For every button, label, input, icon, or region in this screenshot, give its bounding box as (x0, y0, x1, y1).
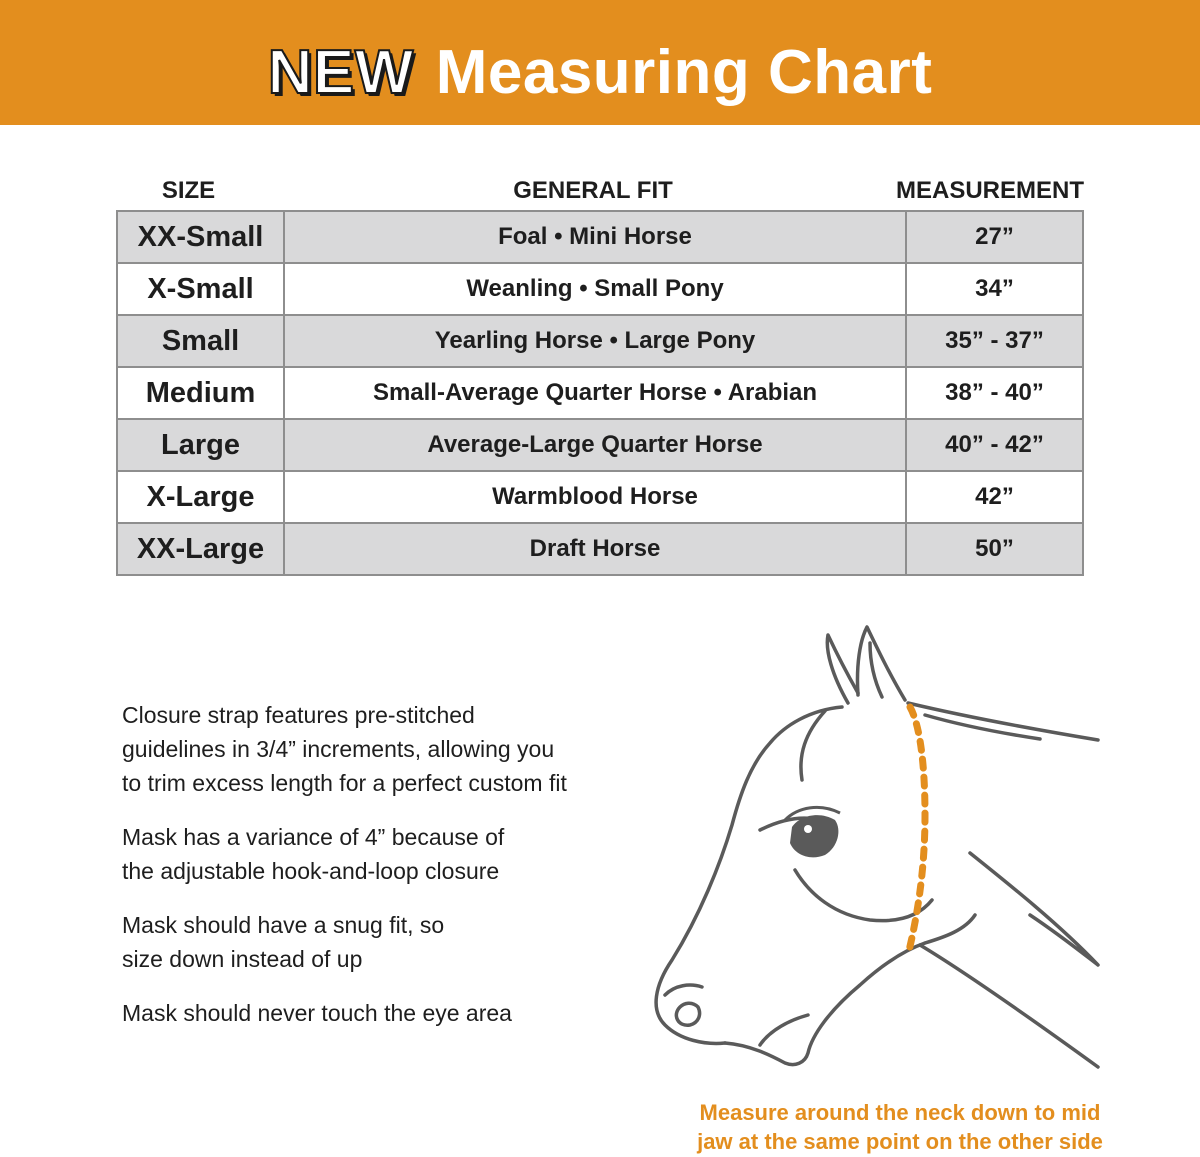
page-title (0, 38, 1200, 108)
chin-line (760, 1015, 808, 1045)
measurement-cell: 38” - 40” (906, 367, 1083, 419)
size-cell: Medium (117, 367, 284, 419)
size-cell: X-Small (117, 263, 284, 315)
jaw-outline (725, 943, 925, 1065)
size-cell: XX-Small (117, 211, 284, 263)
table-row (117, 367, 1083, 419)
note-eye-area: Mask should never touch the eye area (122, 1000, 512, 1026)
table-row (117, 211, 1083, 263)
front-ear-outline (857, 627, 905, 700)
face-front-outline (656, 707, 842, 1043)
fit-cell: Yearling Horse • Large Pony (284, 315, 906, 367)
note-snug-fit: Mask should have a snug fit, so size down instead of up (122, 912, 445, 972)
column-header-size: SIZE (161, 177, 216, 204)
fit-cell: Foal • Mini Horse (284, 211, 906, 263)
muzzle-line (665, 985, 702, 995)
measurement-cell: 27” (906, 211, 1083, 263)
table-row (117, 471, 1083, 523)
neck-front-line (920, 945, 1098, 1067)
nostril-outline (676, 1003, 699, 1025)
table-row (117, 263, 1083, 315)
measurement-caption: Measure around the neck down to mid jaw at the same point on the other side (697, 1100, 1103, 1154)
size-chart-table (116, 210, 1084, 576)
fit-cell: Warmblood Horse (284, 471, 906, 523)
measurement-cell: 34” (906, 263, 1083, 315)
column-header-measurement: MEASUREMENT (895, 177, 1084, 204)
size-cell: Small (117, 315, 284, 367)
horse-head-illustration (620, 615, 1140, 1095)
fit-cell: Average-Large Quarter Horse (284, 419, 906, 471)
note-variance: Mask has a variance of 4” because of the adjustable hook-and-loop closure (122, 824, 505, 884)
measurement-dashed-line (908, 707, 925, 955)
measurement-cell: 42” (906, 471, 1083, 523)
size-cell: X-Large (117, 471, 284, 523)
measurement-cell: 35” - 37” (906, 315, 1083, 367)
title-text: Measuring Chart (435, 38, 933, 107)
size-cell: Large (117, 419, 284, 471)
note-closure-strap: Closure strap features pre-stitched guidelines in 3/4” increments, allowing you to trim excess length for a perfect custom fit (122, 702, 567, 796)
neck-bottom-line (970, 853, 1098, 965)
cheek-line (795, 870, 932, 921)
measurement-cell: 40” - 42” (906, 419, 1083, 471)
forelock-line (801, 711, 825, 780)
header-banner (0, 0, 1200, 125)
table-row (117, 523, 1083, 575)
fit-notes (122, 698, 642, 1050)
fit-cell: Draft Horse (284, 523, 906, 575)
table-row (117, 419, 1083, 471)
column-header-fit: GENERAL FIT (513, 177, 673, 204)
fit-cell: Weanling • Small Pony (284, 263, 906, 315)
measurement-cell: 50” (906, 523, 1083, 575)
eye-icon (785, 807, 840, 857)
size-cell: XX-Large (117, 523, 284, 575)
throat-line (925, 915, 975, 943)
new-label: NEW (267, 38, 414, 107)
fit-cell: Small-Average Quarter Horse • Arabian (284, 367, 906, 419)
back-ear-outline (827, 635, 858, 703)
table-row (117, 315, 1083, 367)
